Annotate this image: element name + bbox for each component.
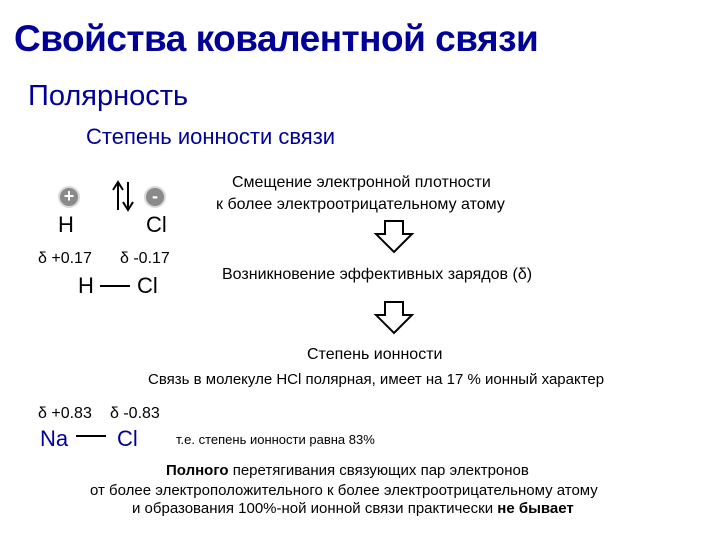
hydrogen-label: H [58, 212, 74, 237]
nacl-chlorine-label: Cl [117, 426, 138, 451]
delta-chlorine-nacl: δ -0.83 [110, 405, 160, 422]
slide-subtitle: Полярность [28, 80, 189, 112]
plus-charge-icon: + [58, 186, 80, 208]
down-arrow-icon [374, 220, 414, 254]
section-heading: Степень ионности связи [86, 124, 336, 149]
footer-line3 [132, 500, 574, 517]
down-arrow-icon [374, 301, 414, 335]
footer-line3-start: и образования 100%-ной ионной связи практически [132, 500, 498, 517]
footer-bold-word: Полного [166, 462, 229, 479]
delta-hydrogen: δ +0.17 [38, 250, 92, 267]
minus-charge-icon: - [144, 186, 166, 208]
footer-line2: от более электроположительного к более электроотрицательному атому [90, 482, 598, 499]
effective-charges-text: Возникновение эффективных зарядов (δ) [222, 266, 533, 283]
shift-text-line2: к более электроотрицательному атому [216, 196, 505, 213]
ionicity-83-note: т.е. степень ионности равна 83% [176, 432, 375, 447]
electron-pair-arrows-icon [112, 180, 134, 212]
shift-text-line1: Смещение электронной плотности [232, 174, 491, 191]
hcl-polarity-statement: Связь в молекуле HCl полярная, имеет на 17 % ионный характер [148, 371, 605, 388]
delta-chlorine: δ -0.17 [120, 250, 170, 267]
slide-title: Свойства ковалентной связи [14, 18, 539, 59]
delta-sodium: δ +0.83 [38, 405, 92, 422]
nacl-bond-line [76, 435, 106, 437]
bond-hydrogen-label: H [78, 273, 94, 298]
bond-chlorine-label: Cl [137, 273, 158, 298]
footer-line1-rest: перетягивания связующих пар электронов [228, 462, 529, 479]
footer-line3-bold: не бывает [497, 500, 574, 517]
sodium-label: Na [40, 426, 69, 451]
footer-line1 [166, 462, 529, 479]
chlorine-label: Cl [146, 212, 167, 237]
hcl-bond-line [100, 285, 130, 287]
ionicity-degree-text: Степень ионности [307, 346, 443, 363]
